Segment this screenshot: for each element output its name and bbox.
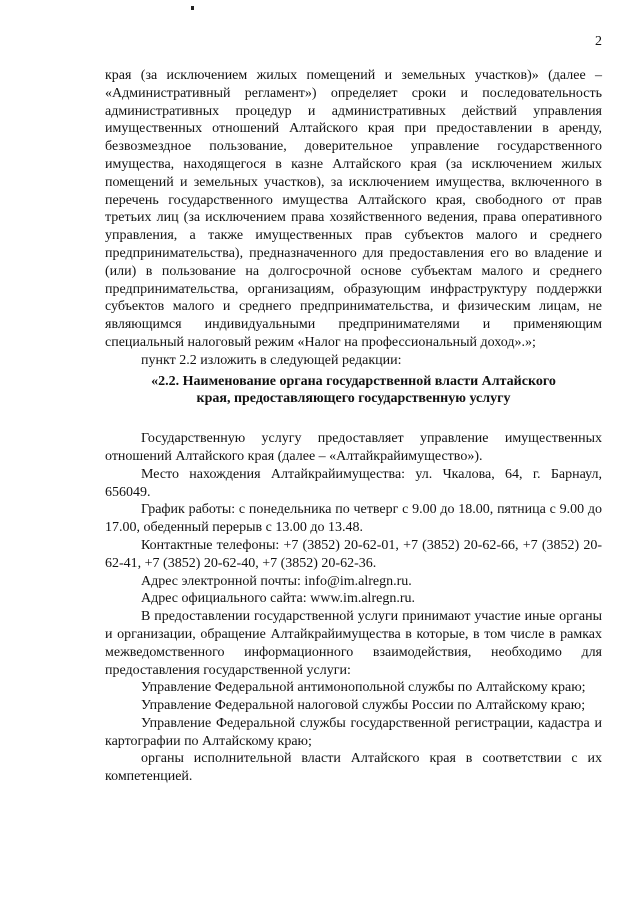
section-heading-line-1: «2.2. Наименование органа государственной власти Алтайского <box>151 373 556 389</box>
page-number: 2 <box>595 34 602 49</box>
paragraph-website: Адрес официального сайта: www.im.alregn.ru. <box>141 591 415 607</box>
paragraph-work-schedule: График работы: с понедельника по четверг с 9.00 до 18.00, пятница с 9.00 до 17.00, обеденный перерыв с 13.00 до 13.48. <box>105 502 602 536</box>
paragraph-service-provider: Государственную услугу предоставляет управление имущественных отношений Алтайского края (далее – «Алтайкрайимущество»). <box>105 431 602 464</box>
paragraph-amendment-intro: пункт 2.2 изложить в следующей редакции: <box>141 352 402 368</box>
paragraph-phones: Контактные телефоны: +7 (3852) 20-62-01, +7 (3852) 20-62-66, +7 (3852) 20-62-41, +7 (3852) 20-62-40, +7 (3852) 20-62-36. <box>105 537 602 571</box>
document-body <box>105 67 602 786</box>
paragraph-participants: В предоставлении государственной услуги принимают участие иные органы и организации, обращение Алтайкрайимущества в которые, в том числе в рамках межведомственного информационного взаимодействия, необходимо для предоставления государственной услуги: <box>105 609 602 678</box>
paragraph-tax-service: Управление Федеральной налоговой службы России по Алтайскому краю; <box>141 698 586 714</box>
paragraph-antimonopoly: Управление Федеральной антимонопольной службы по Алтайскому краю; <box>141 680 586 696</box>
scan-speck <box>191 6 194 10</box>
paragraph-regulation-description: края (за исключением жилых помещений и земельных участков)» (далее – «Административный регламент») определяет сроки и последовательность административных процедур и административных действий управления имущественных отношений Алтайского края при предоставлении в аренду, безвозмездное пользование, доверительное управление государственного имущества, находящегося в казне Алтайского края (за исключением жилых помещений и земельных участков), за исключением имущества, включенного в перечень государственного имущества Алтайского края, свободного от прав третьих лиц (за исключением права хозяйственного ведения, права оперативного управления, а также имущественных прав субъектов малого и среднего предпринимательства), предназначенного для предоставления его во владение и (или) в пользование на долгосрочной основе субъектам малого и среднего предпринимательства, организациям, образующим инфраструктуру поддержки субъектов малого и среднего предпринимательства, и физическим лицам, не являющимся индивидуальными предпринимателями и применяющим специальный налоговый режим «Налог на профессиональный доход».»; <box>105 68 602 350</box>
paragraph-email: Адрес электронной почты: info@im.alregn.ru. <box>141 573 412 589</box>
section-heading-line-2: края, предоставляющего государственную услугу <box>196 391 511 407</box>
paragraph-location: Место нахождения Алтайкрайимущества: ул. Чкалова, 64, г. Барнаул, 656049. <box>105 466 602 500</box>
paragraph-registration-service: Управление Федеральной службы государственной регистрации, кадастра и картографии по Алтайскому краю; <box>105 715 602 749</box>
paragraph-executive-bodies: органы исполнительной власти Алтайского края в соответствии с их компетенцией. <box>105 751 602 785</box>
section-heading <box>105 373 602 409</box>
